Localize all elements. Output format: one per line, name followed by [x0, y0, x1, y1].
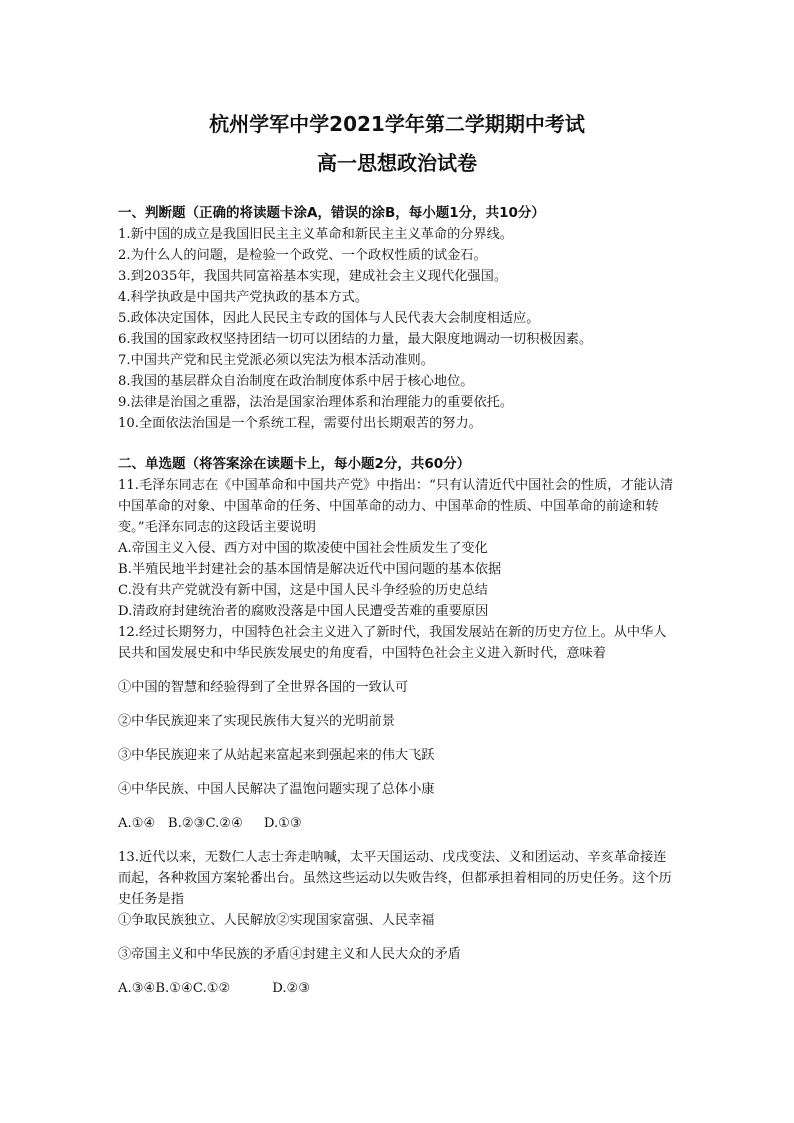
- question-11-option-c: C.没有共产党就没有新中国，这是中国人民斗争经验的历史总结: [118, 583, 488, 598]
- question-13-answers: A.③④B.①④C.①② D.②③: [118, 981, 311, 996]
- judge-item-4: 4.科学执政是中国共产党执政的基本方式。: [118, 290, 368, 305]
- question-12-choice-1: ①中国的智慧和经验得到了全世界各国的一致认可: [118, 680, 409, 695]
- question-11-option-b: B.半殖民地半封建社会的基本国情是解决近代中国问题的基本依据: [118, 562, 502, 577]
- question-12-choice-2: ②中华民族迎来了实现民族伟大复兴的光明前景: [118, 714, 395, 729]
- judge-item-2: 2.为什么人的问题，是检验一个政党、一个政权性质的试金石。: [118, 248, 487, 263]
- section1-heading: 一、判断题（正确的将读题卡涂A，错误的涂B，每小题1分，共10分）: [118, 205, 545, 221]
- exam-title: 杭州学军中学2021学年第二学期期中考试: [209, 112, 585, 136]
- judge-item-1: 1.新中国的成立是我国旧民主主义革命和新民主主义革命的分界线。: [118, 227, 514, 242]
- question-12-answers: A.①④ B.②③C.②④ D.①③: [118, 816, 302, 831]
- judge-item-5: 5.政体决定国体，因此人民民主专政的国体与人民代表大会制度相适应。: [118, 311, 540, 326]
- judge-item-3: 3.到2035年，我国共同富裕基本实现，建成社会主义现代化强国。: [118, 269, 508, 284]
- question-11-option-d: D.清政府封建统治者的腐败没落是中国人民遭受苦难的重要原因: [118, 604, 489, 619]
- question-12-choice-4: ④中华民族、中国人民解决了温饱问题实现了总体小康: [118, 782, 435, 797]
- judge-item-6: 6.我国的国家政权坚持团结一切可以团结的力量，最大限度地调动一切积极因素。: [118, 332, 593, 347]
- exam-subtitle: 高一思想政治试卷: [317, 151, 477, 175]
- exam-content: [118, 203, 678, 999]
- question-13-stem: 13.近代以来，无数仁人志士奔走呐喊，太平天国运动、戊戌变法、义和团运动、辛亥革命接连而起，各种救国方案轮番出台。虽然这些运动以失败告终，但都承担着相同的历史任务。这个历史任务是指: [118, 850, 672, 907]
- judge-item-8: 8.我国的基层群众自治制度在政治制度体系中居于核心地位。: [118, 374, 474, 389]
- question-13-choices-line2: ③帝国主义和中华民族的矛盾④封建主义和人民大众的矛盾: [118, 947, 461, 962]
- judge-item-9: 9.法律是治国之重器，法治是国家治理体系和治理能力的重要依托。: [118, 395, 514, 410]
- judge-item-10: 10.全面依法治国是一个系统工程，需要付出长期艰苦的努力。: [118, 416, 482, 431]
- question-13-choices-line1: ①争取民族独立、人民解放②实现国家富强、人民幸福: [118, 913, 435, 928]
- question-12-stem: 12.经过长期努力，中国特色社会主义进入了新时代，我国发展站在新的历史方位上。从中华人民共和国发展史和中华民族发展史的角度看，中国特色社会主义进入新时代，意味着: [118, 625, 667, 661]
- question-11-option-a: A.帝国主义入侵、西方对中国的欺凌使中国社会性质发生了变化: [118, 541, 488, 556]
- question-12-choice-3: ③中华民族迎来了从站起来富起来到强起来的伟大飞跃: [118, 748, 435, 763]
- question-11-stem: 11.毛泽东同志在《中国革命和中国共产党》中指出：“只有认清近代中国社会的性质，才能认清中国革命的对象、中国革命的任务、中国革命的动力、中国革命的性质、中国革命的前途和转变。”毛泽东同志的这段话主要说明: [118, 478, 674, 535]
- judge-item-7: 7.中国共产党和民主党派必须以宪法为根本活动准则。: [118, 353, 434, 368]
- section2-heading: 二、单选题（将答案涂在读题卡上，每小题2分，共60分）: [118, 456, 471, 472]
